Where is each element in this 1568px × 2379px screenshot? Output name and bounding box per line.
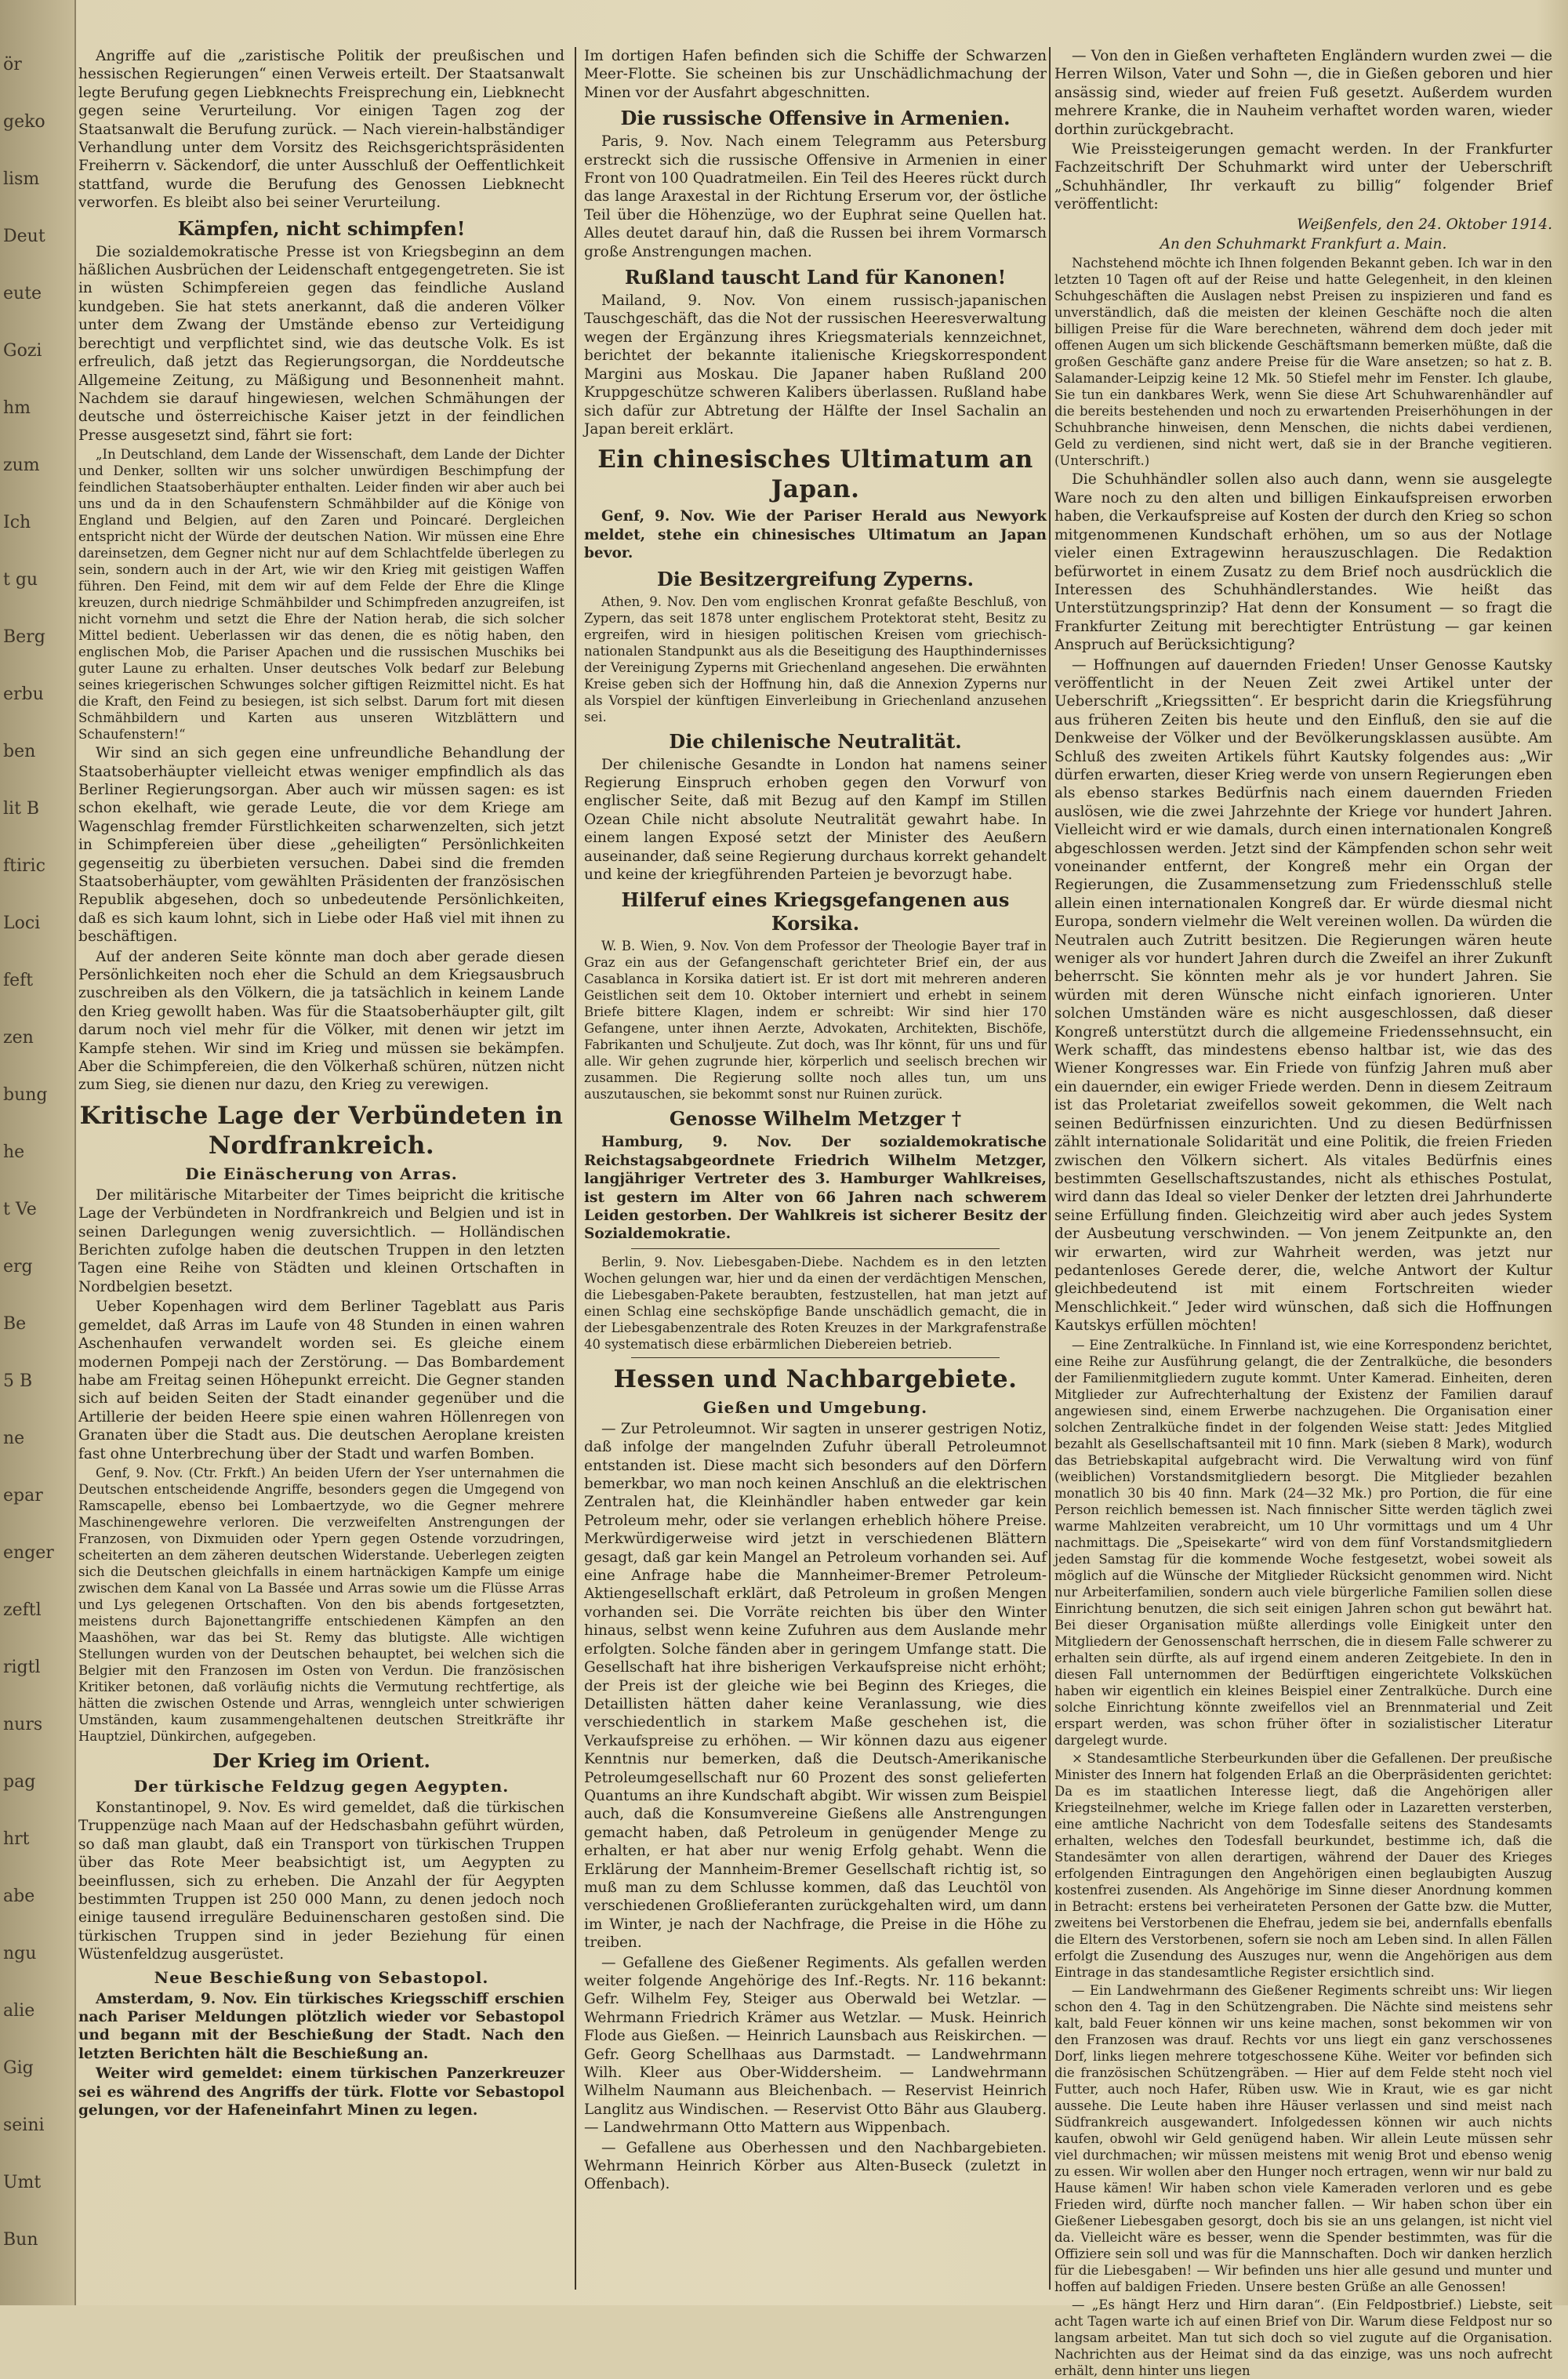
article-paragraph: — Eine Zentralküche. In Finnland ist, wie eine Korrespondenz berichtet, eine Reihe zur Ausführung gelangt, die der Zentralküche, die besonders der Familienmitgliedern zugute kommt. Unter Kamerad. Einheiten, deren Mitglieder zur Aufrechterhaltung der Existenz der Familien darauf angewiesen sind, einem Erwerbe nachzugehen. Die Organisation einer solchen Zentralküche findet in der folgenden Weise statt: Jedes Mitglied bezahlt als Gesellschaftsanteil mit 10 finn. Mark (sieben 8 Mark), wodurch das Betriebskapital aufgebracht wird. Die Verwaltung wird von fünf (weiblichen) Vorstandsmitgliedern besorgt. Die Mitglieder bezahlen monatlich 30 bis 40 finn. Mark (24—32 Mk.) pro Portion, die für eine Person reichlich bemessen ist. Nach finnischer Sitte werden täglich zwei warme Mahlzeiten verabreicht, um 10 Uhr vormittags und um 4 Uhr nachmittags. Die „Speisekarte“ wird von dem fünf Vorstandsmitgliedern jeden Samstag für die kommende Woche festgesetzt, wobei soweit als möglich auf die Wünsche der Mitglieder Rücksicht genommen wird. Nicht nur Arbeiterfamilien, sondern auch viele bürgerliche Familien sollen diese Einrichtung benutzen, die sich seit einigen Jahren schon gut bewährt hat. Bei dieser Organisation müßte allerdings volle Einigkeit unter den Mitgliedern der Genossenschaft herrschen, die in diesem Falle schwerer zu erhalten sein dürfte, als auf irgend einem anderen Zeitgebiete. In den in diesen Fall unternommen der Bedürftigen eingerichtete Volksküchen haben wir eigentlich ein kleines Beispiel einer Zentralküche. Durch eine solche Einrichtung könnte zweifellos viel an Brennmaterial und Zeit erspart werden, was schon früher öfter in sozialistischer Literatur dargelegt wurde. [1054,1337,1552,1748]
edge-fragment: feft [3,971,34,990]
column-rule-2 [1049,47,1051,2290]
column-3 [1054,47,1552,2378]
adjacent-page-edge [0,0,76,2305]
article-paragraph: Angriffe auf die „zaristische Politik der preußischen und hessischen Regierungen“ einen Verweis erteilt. Der Staatsanwalt legte Berufung gegen Liebknechts Freisprechung ein, Liebknecht gegen seine Verurteilung. Vor einigen Tagen zog der Staatsanwalt die Berufung zurück. — Nach vierein-halbständiger Verhandlung unter dem Vorsitz des Reichsgerichtspräsidenten Freiherrn v. Säckendorf, die unter Ausschluß der Oeffentlichkeit stattfand, wurde die Berufung des Genossen Liebknecht verworfen. Es bleibt also bei seiner Verurteilung. [78,48,564,212]
edge-fragment: Loci [3,913,41,933]
edge-fragment: geko [3,112,45,132]
article-paragraph: Auf der anderen Seite könnte man doch aber gerade diesen Persönlichkeiten noch eher die Schuld an dem Kriegsausbruch zuschreiben als den Völkern, die ja tatsächlich in keinem Lande den Krieg gewollt haben. Was für die Staatsoberhäupter gilt, gilt darum noch viel mehr für die Völker, mit denen wir jetzt im Kampfe stehen. Wir sind im Krieg und müssen sie bekämpfen. Aber die Schimpfereien, die den Völkerhaß schüren, nützen nicht zum Sieg, sie dienen nur dazu, den Krieg zu verewigen. [78,948,564,1094]
edge-fragment: seini [3,2116,45,2135]
edge-fragment: bung [3,1085,48,1105]
article-paragraph: Weißenfels, den 24. Oktober 1914. [1297,216,1552,233]
edge-fragment: Deut [3,227,45,246]
edge-fragment: zeftl [3,1600,42,1620]
edge-fragment: hm [3,398,31,418]
edge-fragment: erg [3,1257,33,1277]
edge-fragment: enger [3,1543,54,1563]
article-paragraph: Weiter wird gemeldet: einem türkischen Panzerkreuzer sei es während des Angriffs der türk. Flotte vor Sebastopol gelungen, vor der Hafeneinfahrt Minen zu legen. [78,2065,564,2119]
article-paragraph: Die Schuhhändler sollen also auch dann, wenn sie ausgelegte Ware noch zu den alten und billigen Einkaufspreisen erworben haben, die Verkaufspreise auf Kosten der durch den Krieg so schon mitgenommenen Kundschaft erhöhen, um so aus der Notlage vieler einen Extragewinn herauszuschlagen. Die Redaktion befürwortet in einem Zusatz zu dem Brief noch ausdrücklich die Interessen des Schuhhändlerstandes. Wie heißt das Unterstützungsprinzip? Hat denn der Konsument — so fragt die Frankfurter Zeitung mit berechtigter Entrüstung — gar keinen Anspruch auf Berücksichtigung? [1054,471,1552,654]
column-2 [584,47,1047,2297]
article-headline: Rußland tauscht Land für Kanonen! [624,266,1007,289]
article-paragraph: Athen, 9. Nov. Den vom englischen Kronrat gefaßte Beschluß, von Zypern, das seit 1878 unter englischem Protektorat steht, Besitz zu ergreifen, wird in hiesigen politischen Kreisen vom griechisch-nationalen Standpunkt aus als die Beseitigung des Haupthindernisses der Vereinigung Zyperns mit Griechenland angesehen. Die erwähnten Kreise geben sich der Hoffnung hin, daß die Annexion Zyperns nur als Vorspiel der künftigen Einverleibung in Griechenland anzusehen sei. [584,594,1047,725]
article-paragraph: „In Deutschland, dem Lande der Wissenschaft, dem Lande der Dichter und Denker, sollten wir uns solcher unwürdigen Beschimpfung der feindlichen Staatsoberhäupter enthalten. Leider finden wir aber auch bei uns und da in den Schaufenstern Schmähbilder auf die Könige von England und Belgien, auf den Zaren und Poincaré. Dergleichen entspricht nicht der Würde der deutschen Nation. Wir müssen eine Ehre dareinsetzen, dem Gegner nicht nur auf dem Schlachtfelde überlegen zu sein, sondern auch in der Art, wie wir den Krieg mit geistigen Waffen führen. Den Feind, mit dem wir auf dem Felde der Ehre die Klinge kreuzen, durch niedrige Schmähbilder und Schimpfreden anzugreifen, ist nicht vornehm und setzt die Ehre der Nation herab, die sich solcher Mittel bedient. Ueberlassen wir das denen, die es nötig haben, den englischen Mob, die Pariser Apachen und die russischen Muschiks bei guter Laune zu erhalten. Unser deutsches Volk bedarf zur Belebung seines kriegerischen Schwunges solcher giftigen Reizmittel nicht. Es hat die Kraft, den Feind zu besiegen, ist sich selbst. Darum fort mit diesen Schmähbildern und Karten aus unseren Witzblättern und Schaufenstern!“ [78,447,564,743]
article-paragraph: Der militärische Mitarbeiter der Times beipricht die kritische Lage der Verbündeten in Nordfrankreich und Belgien und ist in seinen Darlegungen wenig zuversichtlich. — Holländischen Berichten zufolge haben die deutschen Truppen in den letzten Tagen eine Reihe von Städten und kleinen Ortschaften in Nordbelgien besetzt. [78,1186,564,1295]
edge-fragment: ngu [3,1944,37,1963]
article-headline: Die Besitzergreifung Zyperns. [656,567,974,590]
edge-fragment: Gig [3,2058,34,2078]
edge-fragment: abe [3,1887,35,1906]
section-headline: Hessen und Nachbargebiete. [613,1364,1018,1393]
edge-fragment: he [3,1142,25,1162]
edge-fragment: Ich [3,513,31,532]
article-paragraph: Nachstehend möchte ich Ihnen folgenden Bekannt geben. Ich war in den letzten 10 Tagen oft auf der Reise und hatte Gelegenheit, in den kleinen Schuhgeschäften die Auslagen nebst Preisen zu inspizieren und fand es unverständlich, daß die meisten der kleinen Geschäfte noch die alten billigen Preise für die Ware berechneten, während dem doch jeder mit offenen Augen um sich blickende Geschäftsmann bemerken müßte, daß die großen Geschäfte ganz andere Preise für die Ware ansetzen; so hat z. B. Salamander-Leipzig keine 12 Mk. 50 Stiefel mehr im Fenster. Ich glaube, Sie tun ein dankbares Werk, wenn Sie diese Art Schuhwarenhändler auf die bereits bestehenden und noch zu erwartenden Preiserhöhungen in der Schuhbranche hinweisen, denn Menschen, die nichts dabei verdienen, Geld zu verdienen, sind nicht wert, daß sie in der Branche vegitieren. (Unterschrift.) [1054,256,1552,469]
article-paragraph: Konstantinopel, 9. Nov. Es wird gemeldet, daß die türkischen Truppenzüge nach Maan auf der Hedschasbahn geführt würden, so daß man glaubt, daß ein Transport von türkischen Truppen über das Rote Meer beabsichtigt ist, um Aegypten zu beeinflussen, sich zu erheben. Die Anzahl der für Aegypten bestimmten Truppen ist 250 000 Mann, zu denen jedoch noch einige tausend irreguläre Beduinenscharen gestoßen sind. Die türkischen Truppen sind in jeder Beziehung für einen Wüstenfeldzug ausgerüstet. [78,1799,564,1963]
edge-fragment: nurs [3,1715,43,1734]
article-headline: Kämpfen, nicht schimpfen! [177,216,466,240]
article-paragraph: Im dortigen Hafen befinden sich die Schiffe der Schwarzen Meer-Flotte. Sie scheinen bis zur Unschädlichmachung der Minen vor der Ausfahrt abgeschnitten. [584,48,1047,101]
edge-fragment: Be [3,1314,27,1334]
edge-fragment: lit B [3,799,40,819]
edge-fragment: zen [3,1028,34,1048]
article-headline: Die chilenische Neutralität. [669,729,962,753]
edge-fragment: Umt [3,2173,42,2192]
article-paragraph: — Gefallene des Gießener Regiments. Als gefallen werden weiter folgende Angehörige des Inf.-Regts. Nr. 116 bekannt: Gefr. Wilhelm Fey, Steiger aus Oberwald bei Wetzlar. — Wehrmann Friedrich Krämer aus Wetzlar. — Musk. Heinrich Flode aus Gießen. — Heinrich Launsbach aus Reiskirchen. — Gefr. Georg Schellhaas aus Darmstadt. — Landwehrmann Wilh. Kleer aus Ober-Widdersheim. — Landwehrmann Wilhelm Naumann aus Bleichenbach. — Reservist Heinrich Langlitz aus Windischen. — Reservist Otto Bähr aus Glauberg. — Landwehrmann Otto Mattern aus Wippenbach. [584,1954,1047,2137]
article-headline: Der Krieg im Orient. [212,1749,430,1772]
edge-fragment: lism [3,169,40,189]
article-paragraph: Hamburg, 9. Nov. Der sozialdemokratische Reichstagsabgeordnete Friedrich Wilhelm Metzger, langjähriger Vertreter des 3. Hamburger Wahlkreises, ist gestern im Alter von 66 Jahren nach schwerem Leiden gestorben. Der Wahlkreis ist sicherer Besitz der Sozialdemokratie. [584,1134,1047,1243]
article-paragraph: Berlin, 9. Nov. Liebesgaben-Diebe. Nachdem es in den letzten Wochen gelungen war, hier und da einen der verdächtigen Menschen, die Liebesgaben-Pakete beraubten, festzustellen, hat man jetzt auf einen Schlag eine sechsköpfige Bande unschädlich gemacht, die in der Liebesgabenzentrale des Roten Kreuzes in der Markgrafenstraße 40 systematisch diese erbärmlichen Diebereien betrieb. [584,1254,1047,1352]
edge-fragment: t Ve [3,1200,37,1219]
edge-fragment: ne [3,1429,25,1448]
article-headline: Hilferuf eines Kriegsgefangenen aus Korsika. [621,888,1010,935]
article-paragraph: — „Es hängt Herz und Hirn daran“. (Ein Feldpostbrief.) Liebste, seit acht Tagen warte ich auf einen Brief von Dir. Warum diese Feldpost nur so langsam arbeitet. Man tut sich doch so viel zugute auf die Organisation. Nachrichten aus der Heimat sind da das einzige, was uns noch aufrecht erhält, denn hinter uns liegen [1054,2297,1552,2378]
section-divider [631,1248,1000,1249]
article-paragraph: Ueber Kopenhagen wird dem Berliner Tageblatt aus Paris gemeldet, daß Arras im Laufe von 48 Stunden in einen wahren Aschenhaufen verwandelt worden sei. Es gleiche einem modernen Pompeji nach der Zerstörung. — Das Bombardement habe am Freitag seinen Höhepunkt erreicht. Die Gegner standen sich auf beiden Seiten der Stadt einander gegenüber und die Artillerie der beiden Heere spie einen wahren Höllenregen von Granaten über die Stadt aus. Die deutschen Aeroplane kreisten fast ohne Unterbrechung über der Stadt und warfen Bomben. [78,1298,564,1462]
edge-fragment: rigtl [3,1658,41,1677]
article-headline: Die russische Offensive in Armenien. [620,107,1011,130]
article-paragraph: — Hoffnungen auf dauernden Frieden! Unser Genosse Kautsky veröffentlicht in der Neuen Zeit zwei Artikel unter der Ueberschrift „Kriegssitten“. Er bespricht darin die Kriegsführung aus früheren Zeiten bis heute und den Einfluß, den sie auf die Denkweise der Völker und der Bevölkerungsklassen ausübte. Am Schluß des zweiten Artikels führt Kautsky folgendes aus: „Wir dürfen erwarten, dieser Krieg werde von unsern Regierungen eben als ebenso starkes Bedürfnis nach einem dauernden Frieden auslösen, wie die zwei Jahrzehnte der Kriege vor hundert Jahren. Vielleicht wird er wie damals, durch einen internationalen Kongreß abgeschlossen werden. Jetzt sind der Kämpfenden schon sehr weit voneinander entfernt, der Kongreß mehr ein Organ der Regierungen, die Zusammensetzung zum Friedensschluß stelle allein einen internationalen Kongreß dar. Er würde diesmal nicht Europa, sondern vielmehr die Welt vereinen wollen. Da würden die Neutralen auch Zutritt besitzen. Die Regierungen wären heute weniger als vor hundert Jahren durch die Zweifel an ihrer Zukunft beherrscht. Sie könnten mehr als je vor hundert Jahren. Sie würden mit deren Wünsche nicht einfach ignorieren. Unter solchen Umständen wäre es nicht ausgeschlossen, daß dieser Kongreß unterstützt durch die allgemeine Friedenssehnsucht, ein Werk schafft, das mindestens ebenso haltbar ist, wie das des Wiener Kongresses war. Ein Friede von fünfzig Jahren muß aber ein dauernder, ein ewiger Friede werden. Denn in diesem Zeitraum ist das Proletariat zweifellos soweit gekommen, die Welt nach seinen Bedürfnissen einzurichten. Und zu diesen Bedürfnissen zählt internationale Solidarität und eine Politik, die freien Frieden zwischen den Völkern sichert. Als vitales Bedürfnis eines bestimmten Gesellschaftszustandes, nicht als ethisches Postulat, wird dann das Ideal so vieler Denker der letzten drei Jahrhunderte seine Erfüllung finden. Gleichzeitig wird aber auch jedes System der Ausbeutung verschwinden. — Von jenem Zeitpunkte an, den wir erwarten, wird zur Wahrheit werden, was jetzt nur pedantenloses Gerede derer, die, welche Antwort der Kultur gleichbedeutend ist mit einem Fortschreiten wieder Menschlichkeit.“ Jeder wird wünschen, daß sich die Hoffnungen Kautskys erfüllen möchten! [1054,656,1552,1335]
edge-fragment: t gu [3,570,38,590]
article-paragraph: Genf, 9. Nov. (Ctr. Frkft.) An beiden Ufern der Yser unternahmen die Deutschen entscheidende Angriffe, besonders gegen die Umgegend von Ramscapelle, ebenso bei Lombaertzyde, wo die Gegner mehrere Maschinengewehre verloren. Die verzweifelten Anstrengungen der Franzosen, von Dixmuiden oder Ypern gegen Ostende vorzudringen, scheiterten an dem zäheren deutschen Widerstande. Ueberlegen zeigten sich die Deutschen gleichfalls in einem hartnäckigen Kampfe um einige zwischen dem Kanal von La Bassée und Arras sowie um die Flüsse Arras und Lys gelegenen Ortschaften. Von den bis abends fortgesetzten, meistens durch Bajonettangriffe entschiedenen Kämpfen an den Maashöhen, war das bei St. Remy das blutigste. Alle wichtigen Stellungen wurden von der Deutschen behauptet, bei welchen sich die Belgier mit den Franzosen im Osten von Verdun. Die französischen Kritiker betonen, daß vorläufig nichts die Vermutung rechtfertige, als hätten die zwischen Ostende und Arras, wenngleich unter schwierigen Umständen, kaum zusammengehaltenen deutschen Streitkräfte ihr Hauptziel, Dünkirchen, aufgegeben. [78,1465,564,1744]
article-subheadline: Neue Beschießung von Sebastopol. [154,1967,489,1987]
article-paragraph: Paris, 9. Nov. Nach einem Telegramm aus Petersburg erstreckt sich die russische Offensive in Armenien in einer Front von 100 Quadratmeilen. Ein Teil des Heeres rückt durch das lange Araxestal in der Richtung Erserum vor, der östliche Teil über die Höhenzüge, wo der Euphrat seine Quellen hat. Alles deutet darauf hin, daß die Russen bei ihrem Vormarsch große Anstrengungen machen. [584,133,1047,260]
article-paragraph: — Zur Petroleumnot. Wir sagten in unserer gestrigen Notiz, daß infolge der mangelnden Zufuhr überall Petroleumnot entstanden ist. Diese macht sich besonders auf den Dörfern bemerkbar, wo man noch keinen Anschluß an die elektrischen Zentralen hat, die Kleinhändler haben entweder gar kein Petroleum mehr, oder sie verlangen erheblich höhere Preise. Merkwürdigerweise wird jetzt in verschiedenen Blättern gesagt, daß gar kein Mangel an Petroleum vorhanden sei. Auf eine Anfrage habe die Mannheimer-Bremer Petroleum-Aktiengesellschaft erklärt, daß Petroleum in großen Mengen vorhanden sei. Die Vorräte reichten bis über den Winter hinaus, selbst wenn keine Zufuhren aus dem Auslande mehr erfolgten. Solche fänden aber in geringem Umfange statt. Die Gesellschaft hat ihre bisherigen Verkaufspreise nicht erhöht; der Preis ist der gleiche wie bei Beginn des Krieges, die Detaillisten hätten daher keine Veranlassung, wie dies verschiedentlich in starkem Maße geschehen ist, die Verkaufspreise zu erhöhen. — Wir können dazu aus eigener Kenntnis nur bemerken, daß die Deutsch-Amerikanische Petroleumgesellschaft nur 60 Prozent des sonst gelieferten Quantums an ihre Kundschaft abgibt. Wir wissen zum Beispiel auch, daß die Konsumvereine Gießens alle Anstrengungen gemacht haben, daß Petroleum in genügender Menge zu erhalten, er hat aber nur wenig Erfolg gehabt. Wenn die Erklärung der Mannheim-Bremer Gesellschaft richtig ist, so muß man zu dem Schlusse kommen, daß das Leuchtöl von verschiedenen Großlieferanten zurückgehalten wird, um dann im Winter, je nach der Nachfrage, die Preise in die Höhe zu treiben. [584,1420,1047,1952]
edge-fragment: ben [3,742,36,761]
section-divider [631,1357,1000,1358]
edge-fragment: Bun [3,2230,38,2250]
article-subheadline: Die Einäscherung von Arras. [185,1164,458,1183]
edge-fragment: hrt [3,1829,30,1849]
article-paragraph: Genf, 9. Nov. Wie der Pariser Herald aus Newyork meldet, stehe ein chinesisches Ultimatum an Japan bevor. [584,508,1047,562]
article-paragraph: Wir sind an sich gegen eine unfreundliche Behandlung der Staatsoberhäupter vielleicht etwas weniger empfindlich als das Berliner Regierungsorgan. Aber auch wir müssen sagen: es ist schon ekelhaft, wie gerade Leute, die vor dem Kriege am Wagenschlag fremder Fürstlichkeiten scharwenzelten, sich jetzt in Schimpfereien über diese „geheiligten“ Persönlichkeiten gegenseitig zu überbieten versuchen. Dabei sind die fremden Staatsoberhäupter, vom gewählten Präsidenten der französischen Republik abgesehen, doch so unbedeutende Persönlichkeiten, daß es sich kaum lohnt, sich in Liebe oder Haß viel mit ihnen zu beschäftigen. [78,745,564,946]
edge-fragment: Gozi [3,341,42,361]
article-paragraph: Amsterdam, 9. Nov. Ein türkisches Kriegsschiff erschien nach Pariser Meldungen plötzlich wieder vor Sebastopol und begann mit der Beschießung der Stadt. Nach den letzten Berichten hält die Beschießung an. [78,1990,564,2062]
edge-fragment: zum [3,456,40,475]
article-paragraph: — Von den in Gießen verhafteten Engländern wurden zwei — die Herren Wilson, Vater und Sohn —, die in Gießen geboren und hier ansässig sind, wieder auf freien Fuß gesetzt. Außerdem wurden mehrere Kranke, die in Nauheim verhaftet worden waren, wieder dorthin zurückgebracht. [1054,48,1552,138]
article-paragraph: An den Schuhmarkt Frankfurt a. Main. [1160,236,1447,253]
article-paragraph: Die sozialdemokratische Presse ist von Kriegsbeginn an dem häßlichen Ausbrüchen der Leidenschaft entgegengetreten. Sie ist in wüsten Schimpfereien gegen das feindliche Ausland kundgeben. Sie hat stets anerkannt, daß die anderen Völker unter dem Zwang der Umstände ebenso zur Verteidigung berechtigt und verpflichtet sind, wie das deutsche Volk. Es ist erfreulich, daß jetzt das Regierungsorgan, die Norddeutsche Allgemeine Zeitung, zu Mäßigung und Besonnenheit mahnt. Nachdem sie darauf hingewiesen, welchen Schmähungen der deutsche und österreichische Kaiser jetzt in der feindlichen Presse ausgesetzt sind, fährt sie fort: [78,243,564,444]
edge-fragment: 5 B [3,1371,33,1391]
article-paragraph: Der chilenische Gesandte in London hat namens seiner Regierung Einspruch erhoben gegen den Vorwurf von englischer Seite, daß mit Bezug auf den Kampf im Stillen Ozean Chile nicht absolute Neutralität gewahrt habe. In einem langen Exposé setzt der Minister des Aeußern auseinander, daß seine Regierung durchaus korrekt gehandelt und keine der kriegführenden Parteien je bevorzugt habe. [584,756,1047,883]
article-paragraph: W. B. Wien, 9. Nov. Von dem Professor der Theologie Bayer traf in Graz ein aus der Gefangenschaft gerichteter Brief ein, der aus Casablanca in Korsika datiert ist. Er ist dort mit mehreren anderen Geistlichen seit dem 10. Oktober interniert und erhebt in seinem Briefe bittere Klagen, indem er schreibt: Wir sind hier 170 Gefangene, unter ihnen Aerzte, Advokaten, Architekten, Bischöfe, Fabrikanten und Schuljeute. Zut doch, was Ihr könnt, für uns und für alle. Wir gehen zugrunde hier, körperlich und seelisch brechen wir zusammen. Die Regierung sollte noch alles tun, um uns auszutauschen, sie bekommt sonst nur Ruinen zurück. [584,939,1047,1102]
article-paragraph: × Standesamtliche Sterbeurkunden über die Gefallenen. Der preußische Minister des Innern hat folgenden Erlaß an die Oberpräsidenten gerichtet: Da es im staatlichen Interesse liegt, daß die Angehörigen aller Kriegsteilnehmer, welche im Kriege fallen oder in Lazaretten versterben, eine amtliche Nachricht von dem Todesfalle seitens des Standesamts erhalten, welches den Todesfall beurkundet, bestimme ich, daß die Standesämter von allen derartigen, während der Dauer des Krieges erfolgenden Eintragungen den Angehörigen einen beglaubigten Auszug kostenfrei zusenden. Als Angehörige im Sinne dieser Anordnung kommen in Betracht: erstens bei verheirateten Personen der Gatte bzw. die Mutter, zweitens bei Verstorbenen die Ehefrau, jedem sie bei, andernfalls ebenfalls die Eltern des Verstorbenen, sofern sie noch am Leben sind. In allen Fällen erfolgt die Zusendung des Auszuges nur, wenn die Angehörigen aus dem Eintrage in das standesamtliche Register ersichtlich sind. [1054,1750,1552,1980]
edge-fragment: Berg [3,627,45,647]
section-headline: Ein chinesisches Ultimatum an Japan. [597,445,1033,504]
edge-fragment: erbu [3,685,44,704]
edge-fragment: alie [3,2001,35,2021]
section-headline: Kritische Lage der Verbündeten in Nordfrankreich. [79,1101,564,1160]
edge-fragment: epar [3,1486,43,1505]
article-paragraph: — Ein Landwehrmann des Gießener Regiments schreibt uns: Wir liegen schon den 4. Tag in den Schützengraben. Die Nächte sind meistens sehr kalt, bald Feuer können wir uns keine machen, sonst bekommen wir von den Franzosen was drauf. Rechts vor uns liegt ein ganz verschossenes Dorf, links liegen mehrere totgeschossene Kühe. Weiter vor befinden sich die französischen Schützengräben. — Hier auf dem Felde steht noch viel Futter, auch noch Hafer, Rüben usw. Wie in Kraut, wie es gar nicht aussehe. Die Leute haben ihre Häuser verlassen und sind meist nach Südfrankreich ausgewandert. Infolgedessen können wir auch nichts kaufen, obwohl wir Geld genügend haben. Wir allein Leute müssen sehr viel durchmachen; wir müssen meistens mit wenig Brot und ebenso wenig zu essen. Wir wollen aber den Hunger noch ertragen, wenn wir nur bald zu Hause kämen! Wir haben schon viele Kameraden verloren und es gebe Frieden wird, dürfte noch mancher fallen. — Wir haben schon über ein Gießener Liebesgaben gesorgt, doch bis sie an uns gelangen, ist nicht viel da. Vielleicht wäre es besser, wenn die Spender bestimmten, was für die Offiziere sein soll und was für die Mannschaften. Doch wir danken herzlich für die Liebesgaben! — Wir befinden uns hier alle gesund und munter und hoffen auf baldigen Frieden. Unsere besten Grüße an alle Genossen! [1054,1982,1552,2294]
article-subheadline: Der türkische Feldzug gegen Aegypten. [133,1776,510,1796]
column-rule-1 [575,47,576,2290]
edge-fragment: ftiric [3,856,45,876]
article-paragraph: Wie Preissteigerungen gemacht werden. In der Frankfurter Fachzeitschrift Der Schuhmarkt wird unter der Ueberschrift „Schuhhändler, Ihr verkauft zu billig“ folgender Brief veröffentlicht: [1054,141,1552,213]
edge-fragment: eute [3,284,42,303]
edge-fragment: ör [3,55,22,74]
article-paragraph: — Gefallene aus Oberhessen und den Nachbargebieten. Wehrmann Heinrich Körber aus Alten-Buseck (zuletzt in Offenbach). [584,2139,1047,2193]
edge-fragment: pag [3,1772,36,1792]
article-headline: Genosse Wilhelm Metzger † [669,1107,962,1131]
column-1 [78,47,564,2297]
article-subheadline: Gießen und Umgebung. [702,1397,928,1417]
article-paragraph: Mailand, 9. Nov. Von einem russisch-japanischen Tauschgeschäft, das die Not der russischen Heeresverwaltung wegen der Ergänzung ihres Kriegsmaterials kennzeichnet, berichtet der bekannte italienische Kriegskorrespondent Margini aus Moskau. Die Japaner haben Rußland 200 Kruppgeschütze schweren Kalibers überlassen. Rußland habe sich dafür zur Abtretung der Hälfte der Insel Sachalin an Japan bereit erklärt. [584,292,1047,438]
